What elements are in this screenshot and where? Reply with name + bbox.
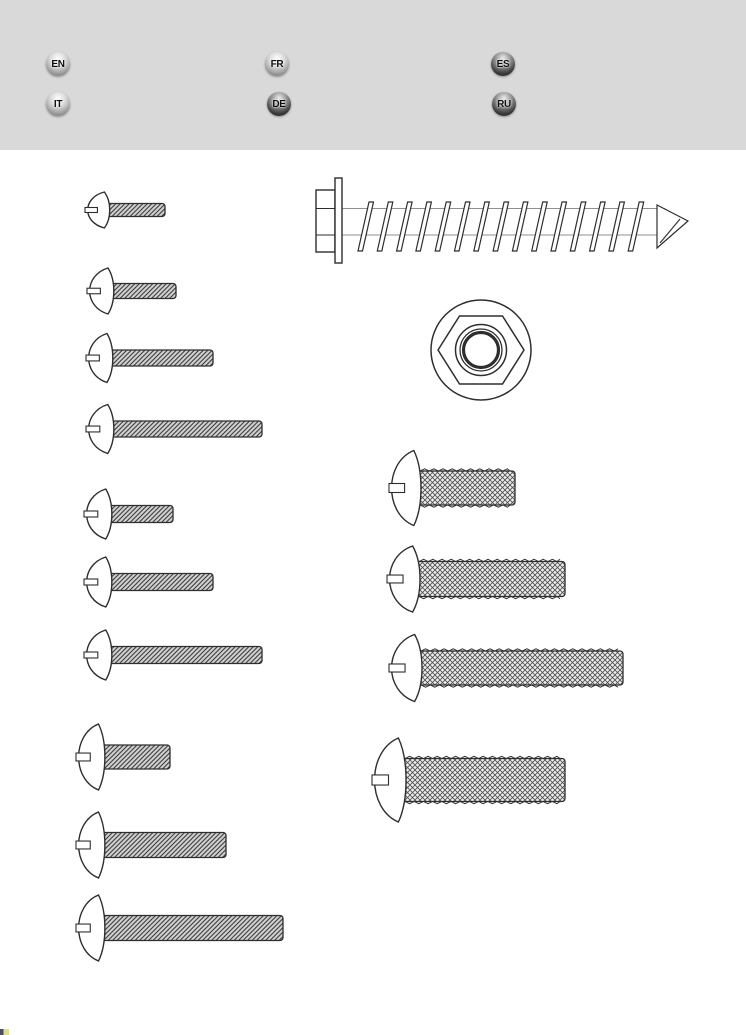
screwdriver-slot: [389, 664, 405, 672]
lag-bolt: [316, 178, 688, 263]
machine-screw-small-1: [85, 192, 165, 228]
machine-screw-large-2: [387, 546, 565, 612]
machine-screw-small-8: [76, 724, 170, 790]
hex-head: [316, 190, 335, 252]
machine-screw-small-7: [84, 630, 262, 680]
machine-screw-small-2: [87, 268, 176, 314]
threaded-hole: [464, 333, 499, 368]
screwdriver-slot: [87, 288, 100, 294]
lang-badge-label: EN: [51, 58, 65, 70]
lang-badge-label: RU: [497, 98, 511, 110]
machine-screw-small-10: [76, 895, 283, 961]
lang-badge-label: ES: [496, 58, 510, 70]
screwdriver-slot: [85, 208, 97, 213]
machine-screw-large-3: [389, 635, 623, 702]
machine-screw-large-4: [372, 738, 565, 822]
machine-screw-small-6: [84, 557, 213, 607]
screwdriver-slot: [84, 511, 98, 517]
screwdriver-slot: [86, 355, 99, 361]
screwdriver-slot: [389, 484, 405, 493]
machine-screw-large-1: [389, 451, 515, 526]
flange-washer: [335, 178, 342, 263]
screwdriver-slot: [84, 652, 98, 658]
lang-badge-label: FR: [270, 58, 284, 70]
screwdriver-slot: [76, 924, 90, 932]
machine-screw-small-9: [76, 812, 226, 878]
flange-nut: [431, 300, 531, 400]
screwdriver-slot: [86, 426, 100, 432]
lang-badge-label: IT: [53, 98, 63, 110]
screwdriver-slot: [76, 753, 90, 761]
screwdriver-slot: [76, 841, 90, 849]
machine-screw-small-5: [84, 489, 173, 539]
lang-badge-label: DE: [272, 98, 286, 110]
screwdriver-slot: [84, 579, 98, 585]
screwdriver-slot: [387, 575, 403, 583]
machine-screw-small-4: [86, 405, 262, 454]
screwdriver-slot: [372, 775, 389, 785]
machine-screw-small-3: [86, 334, 213, 383]
